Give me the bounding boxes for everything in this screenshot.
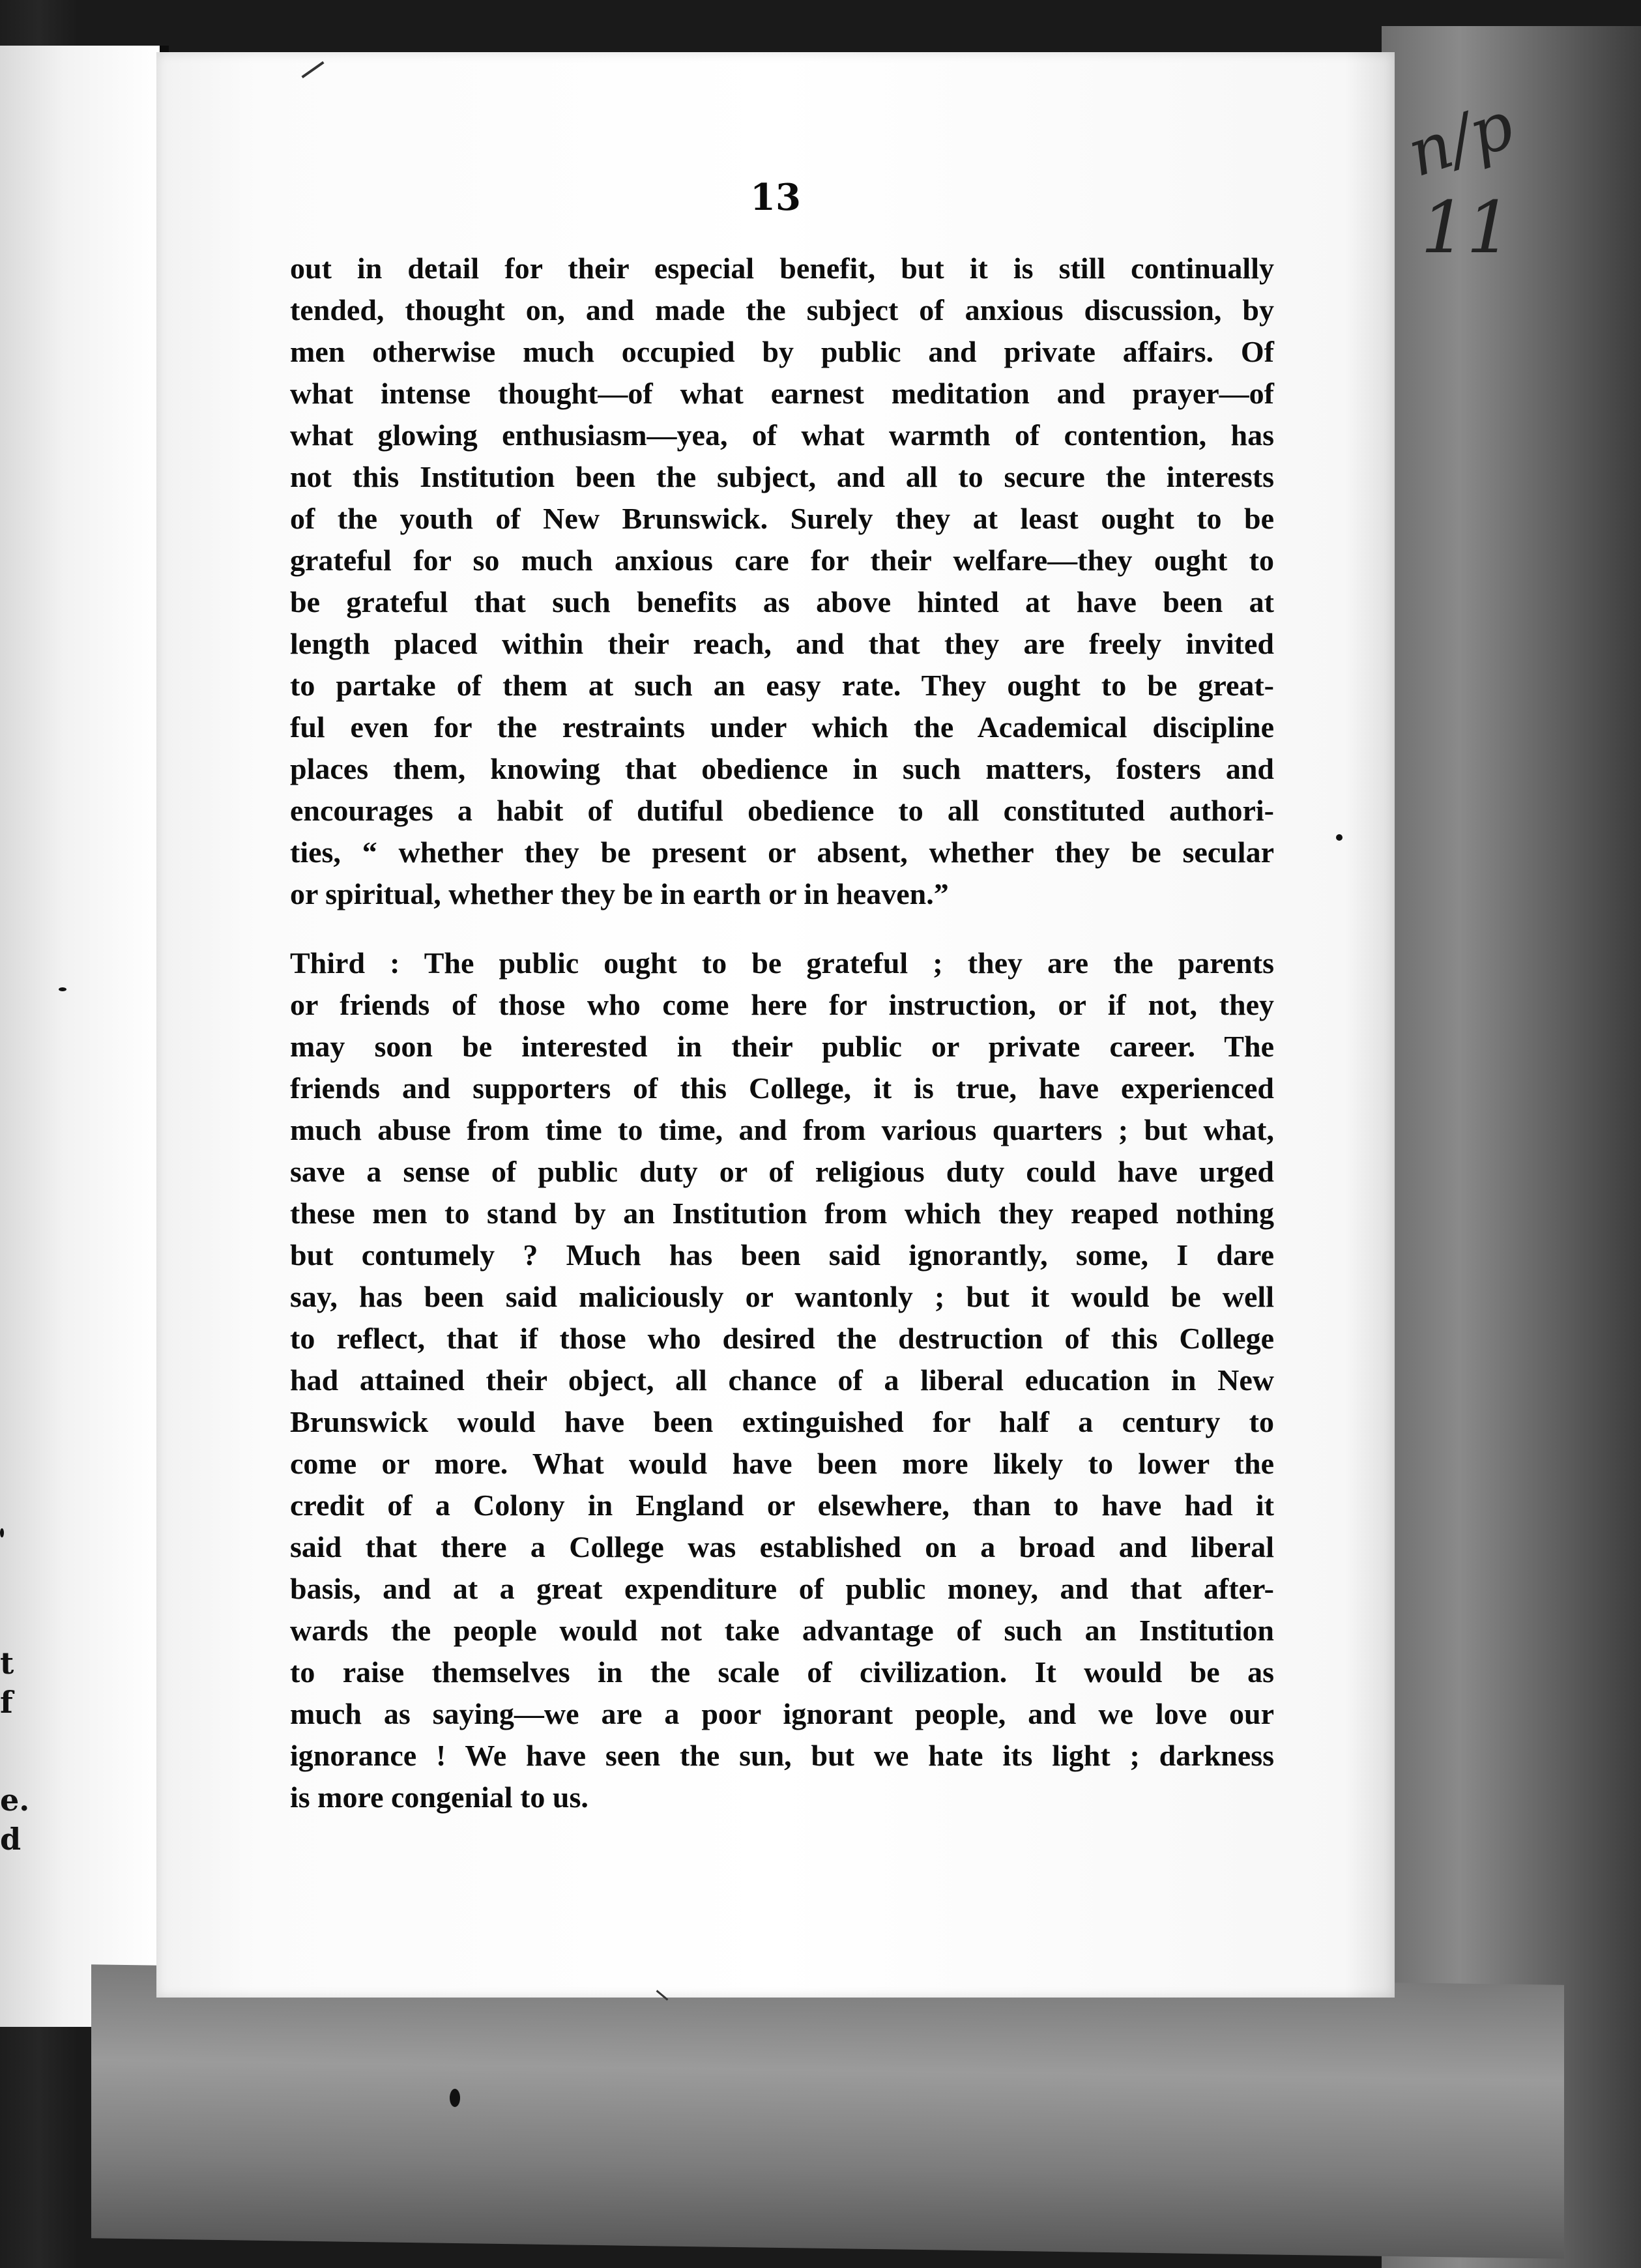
left-facing-page [0, 46, 169, 2027]
scan-speck [59, 987, 66, 991]
text-line: men otherwise much occupied by public and private affairs. Of [290, 335, 1274, 368]
paragraph [290, 942, 1274, 1818]
text-line: ignorance ! We have seen the sun, but we hate its light ; darkness [290, 1739, 1274, 1772]
text-line: tended, thought on, and made the subject of anxious discussion, by [290, 293, 1274, 327]
text-line: may soon be interested in their public or private career. The [290, 1030, 1274, 1063]
text-line: is more congenial to us. [290, 1781, 588, 1814]
text-line: said that there a College was established on a broad and liberal [290, 1530, 1274, 1563]
binding-edge [91, 1964, 1564, 2259]
text-line: of the youth of New Brunswick. Surely they at least ought to be [290, 502, 1274, 535]
paragraph-gap [290, 915, 1274, 942]
text-line: say, has been said maliciously or wantonly ; but it would be well [290, 1280, 1274, 1313]
left-margin-letter: d [0, 1822, 22, 1857]
text-line: or friends of those who come here for instruction, or if not, they [290, 988, 1274, 1021]
text-line: come or more. What would have been more likely to lower the [290, 1447, 1274, 1480]
page-number: 13 [750, 176, 801, 219]
scan-mark [301, 61, 324, 78]
text-line: to reflect, that if those who desired the destruction of this College [290, 1322, 1274, 1355]
scan-speck [450, 2089, 460, 2107]
text-line: length placed within their reach, and that they are freely invited [290, 627, 1274, 660]
text-line: places them, knowing that obedience in such matters, fosters and [290, 752, 1274, 785]
left-margin-letter: t [0, 1646, 14, 1681]
body-text [290, 248, 1274, 1818]
text-line: what intense thought—of what earnest meditation and prayer—of [290, 377, 1274, 410]
text-line: to partake of them at such an easy rate. They ought to be great- [290, 669, 1274, 702]
left-margin-letter: e. [0, 1782, 30, 1818]
text-line: much as saying—we are a poor ignorant people, and we love our [290, 1697, 1274, 1730]
document-page [156, 52, 1395, 1998]
scan-speck [0, 1528, 4, 1537]
text-line: much abuse from time to time, and from various quarters ; but what, [290, 1113, 1274, 1146]
text-line: wards the people would not take advantage of such an Institution [290, 1614, 1274, 1647]
text-line: Brunswick would have been extinguished for half a century to [290, 1405, 1274, 1438]
text-line: out in detail for their especial benefit, but it is still continually [290, 252, 1274, 285]
text-line: ties, “ whether they be present or absent, whether they be secular [290, 836, 1274, 869]
text-line: credit of a Colony in England or elsewhere, than to have had it [290, 1489, 1274, 1522]
text-line: but contumely ? Much has been said ignorantly, some, I dare [290, 1238, 1274, 1272]
text-line: or spiritual, whether they be in earth or in heaven.” [290, 877, 949, 910]
left-margin-letter: f [0, 1685, 13, 1720]
text-line: basis, and at a great expenditure of public money, and that after- [290, 1572, 1274, 1605]
text-line: save a sense of public duty or of religious duty could have urged [290, 1155, 1274, 1188]
text-line: ful even for the restraints under which the Academical discipline [290, 710, 1274, 744]
text-line: friends and supporters of this College, it is true, have experienced [290, 1071, 1274, 1105]
text-line: not this Institution been the subject, and all to secure the interests [290, 460, 1274, 493]
text-line: Third : The public ought to be grateful ; they are the parents [290, 946, 1274, 980]
paragraph [290, 248, 1274, 915]
scan-speck [1336, 834, 1343, 841]
handwritten-number: 11 [1421, 186, 1512, 269]
text-line: grateful for so much anxious care for their welfare—they ought to [290, 544, 1274, 577]
text-line: what glowing enthusiasm—yea, of what warmth of contention, has [290, 418, 1274, 452]
text-line: be grateful that such benefits as above hinted at have been at [290, 585, 1274, 618]
handwritten-shelf-note: n/p [1398, 86, 1523, 192]
text-line: had attained their object, all chance of a liberal education in New [290, 1363, 1274, 1397]
text-line: these men to stand by an Institution from which they reaped nothing [290, 1197, 1274, 1230]
text-line: to raise themselves in the scale of civilization. It would be as [290, 1655, 1274, 1689]
book-cover [1382, 26, 1641, 2268]
text-line: encourages a habit of dutiful obedience to all constituted authori- [290, 794, 1274, 827]
